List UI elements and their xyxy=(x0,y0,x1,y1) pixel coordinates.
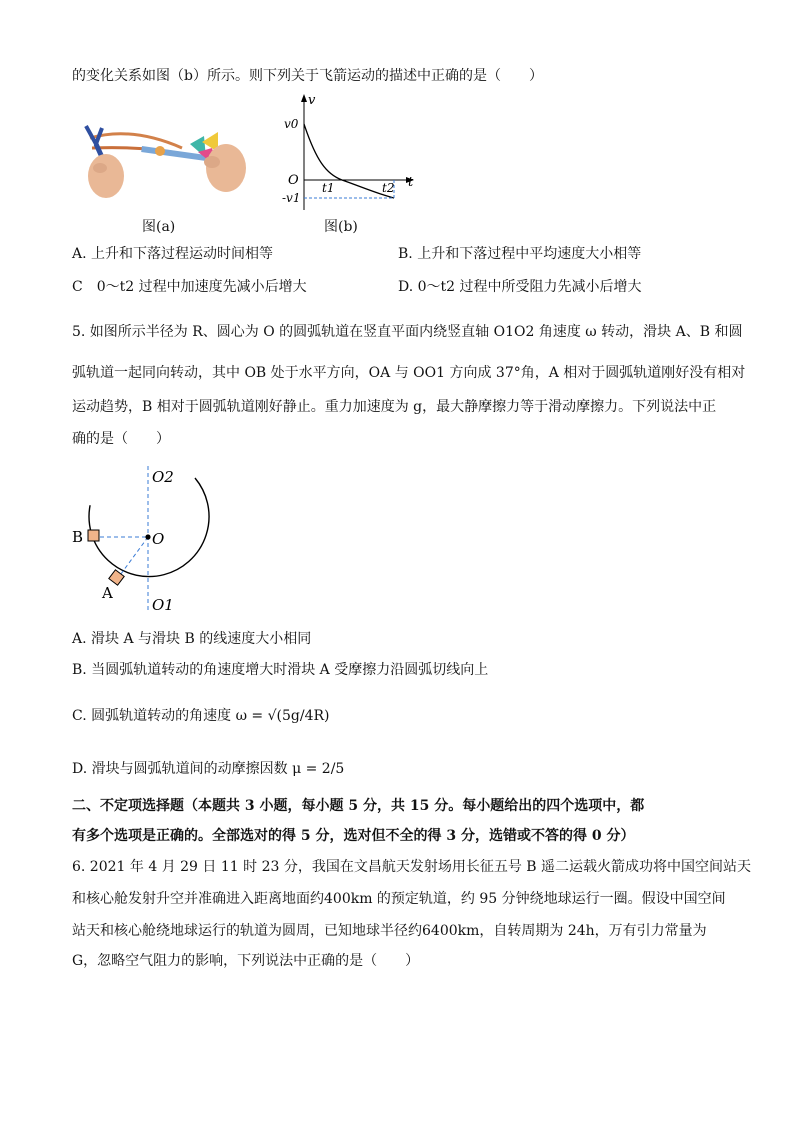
q6-line-1: 6. 2021 年 4 月 29 日 11 时 23 分，我国在文昌航天发射场用长征五号 B 遥二运载火箭成功将中国空间站天 xyxy=(72,859,752,875)
vt-graph xyxy=(282,90,422,212)
figure-a-label: A xyxy=(102,584,113,602)
q6-line-3: 站天和核心舱绕地球运行的轨道为圆周，已知地球半径约6400km，自转周期为 24h，万有引力常量为 xyxy=(72,923,707,939)
q6-line-4: G，忽略空气阻力的影响，下列说法中正确的是（ ） xyxy=(72,953,420,969)
graph-t-label: t xyxy=(408,175,414,190)
circular-track-figure xyxy=(70,460,220,618)
slingshot-photo xyxy=(72,118,250,204)
caption-figure-a: 图(a) xyxy=(142,219,176,235)
graph-t2-label: t2 xyxy=(382,181,395,195)
q6-line-2: 和核心舱发射升空并准确进入距离地面约400km 的预定轨道，约 95 分钟绕地球运行一圈。假设中国空间 xyxy=(72,891,726,907)
section-2-heading-line-1: 二、不定项选择题（本题共 3 小题，每小题 5 分，共 15 分。每小题给出的四个选项中，都 xyxy=(72,798,645,814)
q5-line-4: 确的是（ ） xyxy=(72,431,170,447)
q4-option-d: D. 0～t2 过程中所受阻力先减小后增大 xyxy=(398,279,642,295)
graph-origin-label: O xyxy=(288,173,299,188)
figure-o-label: O xyxy=(152,530,165,548)
caption-figure-b: 图(b) xyxy=(324,219,358,235)
q5-line-2: 弧轨道一起同向转动，其中 OB 处于水平方向，OA 与 OO1 方向成 37°角，A 相对于圆弧轨道刚好没有相对 xyxy=(72,365,746,381)
q5-option-d: D. 滑块与圆弧轨道间的动摩擦因数 μ = 2/5 xyxy=(72,761,345,777)
graph-t1-label: t1 xyxy=(322,181,335,195)
figure-o1-label: O1 xyxy=(152,596,174,614)
figure-o2-label: O2 xyxy=(152,468,174,486)
q5-line-1: 5. 如图所示半径为 R、圆心为 O 的圆弧轨道在竖直平面内绕竖直轴 O1O2 角速度 ω 转动，滑块 A、B 和圆 xyxy=(72,324,743,340)
q5-option-b: B. 当圆弧轨道转动的角速度增大时滑块 A 受摩擦力沿圆弧切线向上 xyxy=(72,662,489,678)
graph-v0-label: v0 xyxy=(284,117,299,131)
q4-option-c: C 0～t2 过程中加速度先减小后增大 xyxy=(72,279,307,295)
graph-v-label: v xyxy=(308,93,316,108)
q5-option-c: C. 圆弧轨道转动的角速度 ω = √(5g/4R) xyxy=(72,708,330,724)
q4-intro: 的变化关系如图（b）所示。则下列关于飞箭运动的描述中正确的是（ ） xyxy=(72,68,543,84)
q4-option-a: A. 上升和下落过程运动时间相等 xyxy=(72,246,274,262)
q4-option-b: B. 上升和下落过程中平均速度大小相等 xyxy=(398,246,642,262)
section-2-heading-line-2: 有多个选项是正确的。全部选对的得 5 分，选对但不全的得 3 分，选错或不答的得 0 分） xyxy=(72,828,635,844)
q5-option-a: A. 滑块 A 与滑块 B 的线速度大小相同 xyxy=(72,631,312,647)
q5-line-3: 运动趋势，B 相对于圆弧轨道刚好静止。重力加速度为 g，最大静摩擦力等于滑动摩擦力。下列说法中正 xyxy=(72,399,717,415)
figure-b-label: B xyxy=(72,528,84,546)
graph-neg-v1-label: -v1 xyxy=(282,191,301,205)
